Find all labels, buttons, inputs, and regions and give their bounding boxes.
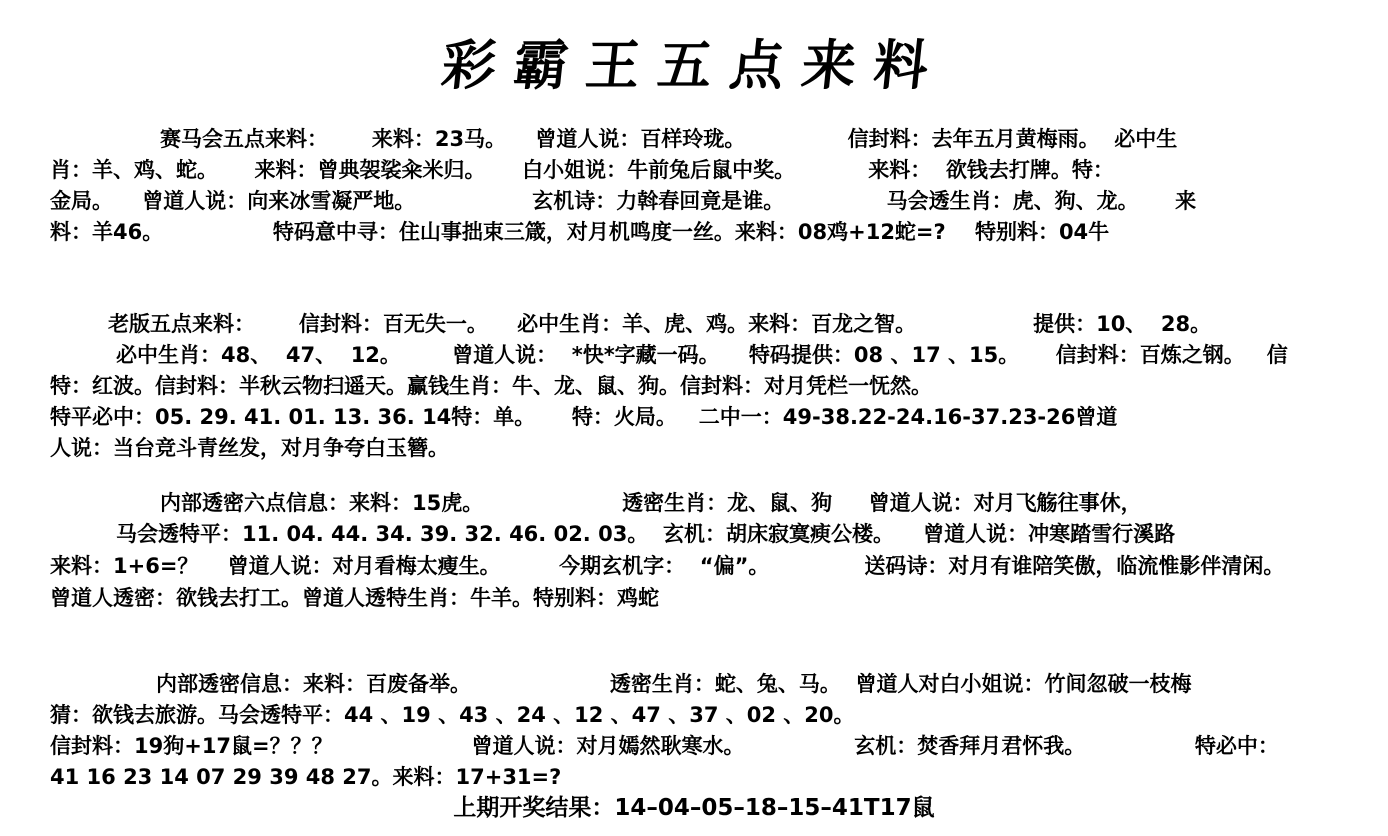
section-1-line-2: 肖：羊、鸡、蛇。 来料：曾典袈裟籴米归。 白小姐说：牛前兔后鼠中奖。 来料： 欲钱去打牌。特： xyxy=(50,158,1114,182)
section-4-line-1: 内部透密信息：来料：百废备举。 透密生肖：蛇、兔、马。 曾道人对白小姐说：竹间忽破一枝梅 xyxy=(156,672,1192,696)
section-3-line-4: 曾道人透密：欲钱去打工。曾道人透特生肖：牛羊。特别料：鸡蛇 xyxy=(50,586,659,610)
section-3-line-2: 马会透特平：11. 04. 44. 34. 39. 32. 46. 02. 03。 玄机：胡床寂寞瘐公楼。 曾道人说：冲寒踏雪行溪路 xyxy=(116,522,1176,546)
section-1-line-3: 金局。 曾道人说：向来冰雪凝严地。 玄机诗：力斡春回竟是谁。 马会透生肖：虎、狗、龙。 来 xyxy=(50,189,1197,213)
section-2-line-5: 人说：当台竞斗青丝发，对月争夸白玉簪。 xyxy=(50,436,449,460)
section-3-line-1: 内部透密六点信息：来料：15虎。 透密生肖：龙、鼠、狗 曾道人说：对月飞觞往事休， xyxy=(160,491,1142,515)
section-3-line-3: 来料：1+6=？ 曾道人说：对月看梅太瘦生。 今期玄机字： “偏”。 送码诗：对月有谁陪笑傲，临流惟影伴清闲。 xyxy=(50,554,1285,578)
section-4-line-3: 信封料：19狗+17鼠=？？？ 曾道人说：对月嫣然耿寒水。 玄机：焚香拜月君怀我。 特必中： xyxy=(50,734,1279,758)
section-2-line-2: 必中生肖：48、 47、 12。 曾道人说： *快*字藏一码。 特码提供：08 、17 、15。 信封料：百炼之钢。 信 xyxy=(116,343,1288,367)
section-2-line-3: 特：红波。信封料：半秋云物扫遥天。赢钱生肖：牛、龙、鼠、狗。信封料：对月凭栏一怃然。 xyxy=(50,374,932,398)
section-1-line-4: 料：羊46。 特码意中寻：住山事拙束三箴，对月机鸣度一丝。来料：08鸡+12蛇=? 特别料：04牛 xyxy=(50,220,1110,244)
section-2-line-1: 老版五点来料： 信封料：百无失一。 必中生肖：羊、虎、鸡。来料：百龙之智。 提供：10、 28。 xyxy=(108,312,1212,336)
section-4-line-4: 41 16 23 14 07 29 39 48 27。来料：17+31=? xyxy=(50,765,562,789)
page-title: 彩霸王五点来料 xyxy=(438,33,950,97)
previous-draw-result: 上期开奖结果：14–04–05–18–15–41T17鼠 xyxy=(453,795,935,821)
section-2-line-4: 特平必中：05. 29. 41. 01. 13. 36. 14特：单。 特：火局。 二中一：49-38.22-24.16-37.23-26曾道 xyxy=(50,405,1118,429)
section-4-line-2: 猜：欲钱去旅游。马会透特平：44 、19 、43 、24 、12 、47 、37 、02 、20。 xyxy=(50,703,855,727)
section-1-line-1: 赛马会五点来料： 来料：23马。 曾道人说：百样玲珑。 信封料：去年五月黄梅雨。 必中生 xyxy=(160,127,1178,151)
